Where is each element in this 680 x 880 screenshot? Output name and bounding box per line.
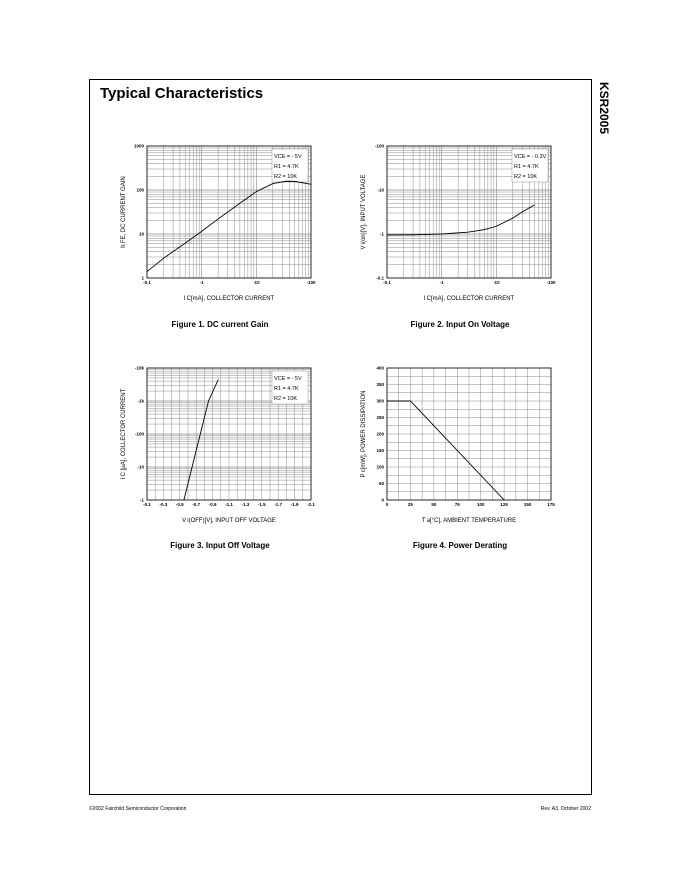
legend-entry: VCE = - 0.3V: [514, 154, 547, 160]
y-axis-label: P c[mW], POWER DISSIPATION: [361, 390, 367, 478]
y-axis-label: V i(on)[V], INPUT VOLTAGE: [361, 174, 367, 250]
x-tick-label: 0: [385, 502, 389, 507]
page-title: Typical Characteristics: [100, 85, 264, 102]
x-tick-label: 75: [454, 502, 460, 507]
figure-1-caption: Figure 1. DC current Gain: [171, 320, 269, 329]
y-tick-label: 100: [376, 464, 384, 470]
y-axis-label: I C [µA], COLLECTOR CURRENT: [121, 388, 127, 480]
y-tick-label: 1000: [133, 143, 144, 149]
y-tick-label: -10k: [134, 365, 144, 371]
chart-dc-current-gain: [110, 140, 330, 310]
y-tick-label: -1k: [137, 398, 144, 404]
series-line: [387, 205, 535, 235]
legend-entry: R1 = 4.7K: [514, 164, 539, 170]
x-tick-label: -10: [253, 280, 260, 285]
x-tick-label: -0.3: [159, 502, 168, 507]
y-tick-label: 0: [381, 497, 384, 503]
x-tick-label: 175: [547, 502, 555, 507]
legend-entry: R2 = 10K: [274, 396, 298, 402]
x-axis-label: I C[mA], COLLECTOR CURRENT: [423, 296, 515, 302]
y-tick-label: 150: [376, 448, 384, 453]
x-axis-label: V i(OFF)[V], INPUT OFF VOLTAGE: [182, 518, 276, 524]
legend-entry: VCE = - 5V: [274, 376, 302, 382]
x-tick-label: -0.1: [143, 280, 151, 285]
x-tick-label: -1.9: [290, 502, 299, 507]
x-tick-label: -1.5: [257, 502, 266, 507]
x-tick-label: -1.3: [241, 502, 250, 507]
figure-3-caption: Figure 3. Input Off Voltage: [170, 541, 270, 550]
x-tick-label: -100: [306, 280, 316, 285]
y-tick-label: 100: [136, 187, 144, 193]
legend-entry: VCE = - 5V: [274, 154, 302, 160]
chart-power-derating: [350, 362, 570, 532]
x-tick-label: 125: [500, 502, 508, 507]
part-number: KSR2005: [597, 82, 611, 135]
legend-entry: R1 = 4.7K: [274, 386, 299, 392]
x-tick-label: -1.7: [274, 502, 283, 507]
y-tick-label: 10: [138, 231, 144, 237]
y-tick-label: -0.1: [376, 275, 384, 281]
y-tick-label: -100: [134, 431, 144, 437]
series-line: [147, 181, 311, 271]
footer-revision: Rev. A3, October 2002: [540, 806, 591, 812]
x-tick-label: -0.9: [208, 502, 217, 507]
figure-4-caption: Figure 4. Power Derating: [412, 541, 508, 550]
legend-entry: R2 = 10K: [274, 174, 298, 180]
y-tick-label: -10: [137, 464, 144, 470]
x-tick-label: -0.5: [175, 502, 184, 507]
x-tick-label: -1: [439, 280, 444, 285]
x-tick-label: -1.1: [225, 502, 233, 507]
x-tick-label: 150: [523, 502, 532, 507]
legend-entry: R1 = 4.7K: [274, 164, 299, 170]
x-tick-label: -2.1: [307, 502, 315, 507]
grid: [387, 368, 551, 500]
x-tick-label: -0.1: [383, 280, 391, 285]
x-tick-label: 100: [476, 502, 485, 507]
chart-input-off-voltage: [110, 362, 330, 532]
x-tick-label: -1: [199, 280, 204, 285]
y-tick-label: 250: [376, 415, 384, 420]
y-tick-label: -10: [377, 187, 384, 193]
y-tick-label: 200: [376, 431, 384, 437]
x-axis-label: T a[°C], AMBIENT TEMPERATURE: [421, 518, 517, 524]
chart-input-on-voltage: [350, 140, 570, 310]
y-tick-label: 300: [376, 398, 384, 404]
x-axis-label: I C[mA], COLLECTOR CURRENT: [183, 296, 275, 302]
y-tick-label: 50: [378, 481, 384, 486]
footer-copyright: ©2002 Fairchild Semiconductor Corporation: [89, 806, 187, 812]
x-tick-label: -100: [546, 280, 556, 285]
y-tick-label: 350: [376, 382, 384, 387]
y-tick-label: -1: [139, 497, 144, 503]
figure-2-caption: Figure 2. Input On Voltage: [410, 320, 510, 329]
y-tick-label: 400: [376, 365, 384, 371]
series-line: [184, 379, 218, 500]
y-axis-label: h FE, DC CURRENT GAIN: [121, 176, 127, 248]
y-tick-label: -100: [374, 143, 384, 149]
y-tick-label: -1: [379, 231, 384, 237]
y-tick-label: 1: [141, 275, 144, 281]
x-tick-label: 50: [431, 502, 437, 507]
x-tick-label: 25: [407, 502, 413, 507]
x-tick-label: -0.1: [143, 502, 151, 507]
x-tick-label: -0.7: [192, 502, 201, 507]
legend-entry: R2 = 10K: [514, 174, 538, 180]
x-tick-label: -10: [493, 280, 500, 285]
